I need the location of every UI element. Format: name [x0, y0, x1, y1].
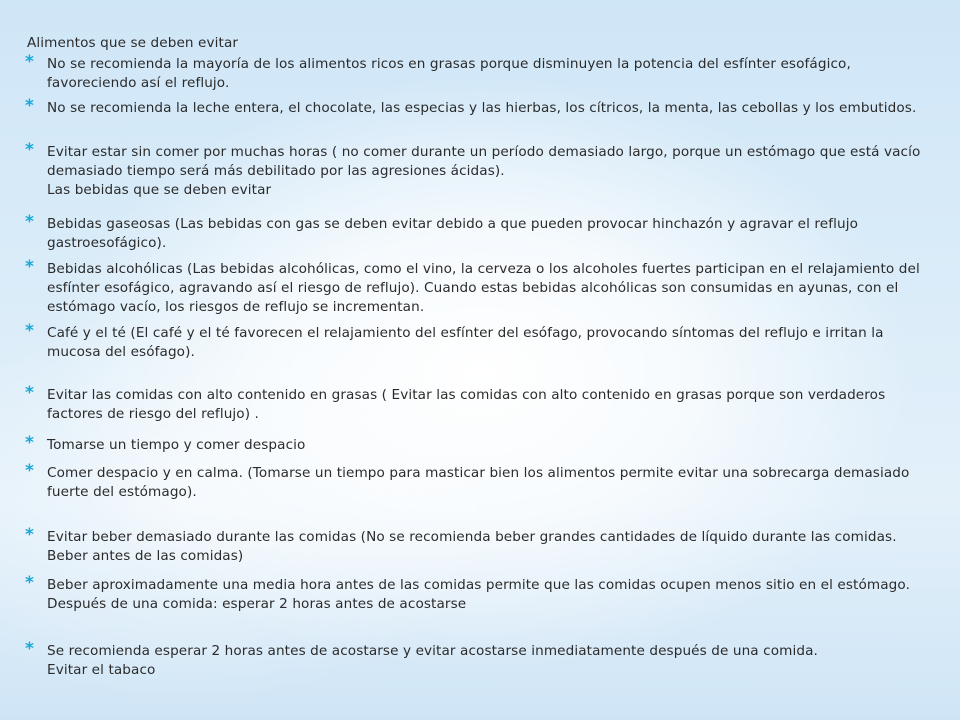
bullet-icon: *	[25, 257, 34, 277]
bullet-icon: *	[25, 433, 34, 453]
slide-title: Alimentos que se deben evitar	[27, 35, 239, 51]
bullet-icon: *	[25, 461, 34, 481]
list-item-text: Evitar beber demasiado durante las comidas (No se recomienda beber grandes cantidades de líquido durante las comidas. Beber antes de las comidas)	[47, 529, 897, 564]
list-item-text: Tomarse un tiempo y comer despacio	[47, 437, 306, 453]
bullet-icon: *	[25, 52, 34, 72]
bullet-icon: *	[25, 573, 34, 593]
bullet-icon: *	[25, 212, 34, 232]
bullet-icon: *	[25, 96, 34, 116]
list-item-text: Comer despacio y en calma. (Tomarse un tiempo para masticar bien los alimentos permite evitar una sobrecarga demasiado fuerte del estómago).	[47, 465, 910, 500]
bullet-icon: *	[25, 525, 34, 545]
list-item-text: Bebidas alcohólicas (Las bebidas alcohólicas, como el vino, la cerveza o los alcoholes fuertes participan en el relajamiento del esfínter esofágico, agravando así el riesgo de reflujo). Cuando estas bebidas alcohólicas son consumidas en ayunas, con el estómago vacío, los riesgos de reflujo se incrementan.	[47, 261, 920, 315]
bullet-icon: *	[25, 639, 34, 659]
list-item-text: No se recomienda la mayoría de los alimentos ricos en grasas porque disminuyen la potencia del esfínter esofágico, favoreciendo así el reflujo.	[47, 56, 851, 91]
bullet-icon: *	[25, 321, 34, 341]
bullet-icon: *	[25, 140, 34, 160]
list-item-text: Evitar estar sin comer por muchas horas ( no comer durante un período demasiado largo, porque un estómago que está vacío demasiado tiempo será más debilitado por las agresiones ácidas). Las bebidas que se deben evitar	[47, 144, 921, 198]
bullet-icon: *	[25, 383, 34, 403]
list-item-text: No se recomienda la leche entera, el chocolate, las especias y las hierbas, los cítricos, la menta, las cebollas y los embutidos.	[47, 100, 917, 116]
list-item-text: Bebidas gaseosas (Las bebidas con gas se deben evitar debido a que pueden provocar hinchazón y agravar el reflujo gastroesofágico).	[47, 216, 859, 251]
list-item-text: Evitar las comidas con alto contenido en grasas ( Evitar las comidas con alto contenido en grasas porque son verdaderos factores de riesgo del reflujo) .	[47, 387, 886, 422]
list-item-text: Café y el té (El café y el té favorecen el relajamiento del esfínter del esófago, provocando síntomas del reflujo e irritan la mucosa del esófago).	[47, 325, 884, 360]
list-item-text: Se recomienda esperar 2 horas antes de acostarse y evitar acostarse inmediatamente después de una comida. Evitar el tabaco	[47, 643, 818, 678]
list-item-text: Beber aproximadamente una media hora antes de las comidas permite que las comidas ocupen menos sitio en el estómago. Después de una comida: esperar 2 horas antes de acostarse	[47, 577, 910, 612]
